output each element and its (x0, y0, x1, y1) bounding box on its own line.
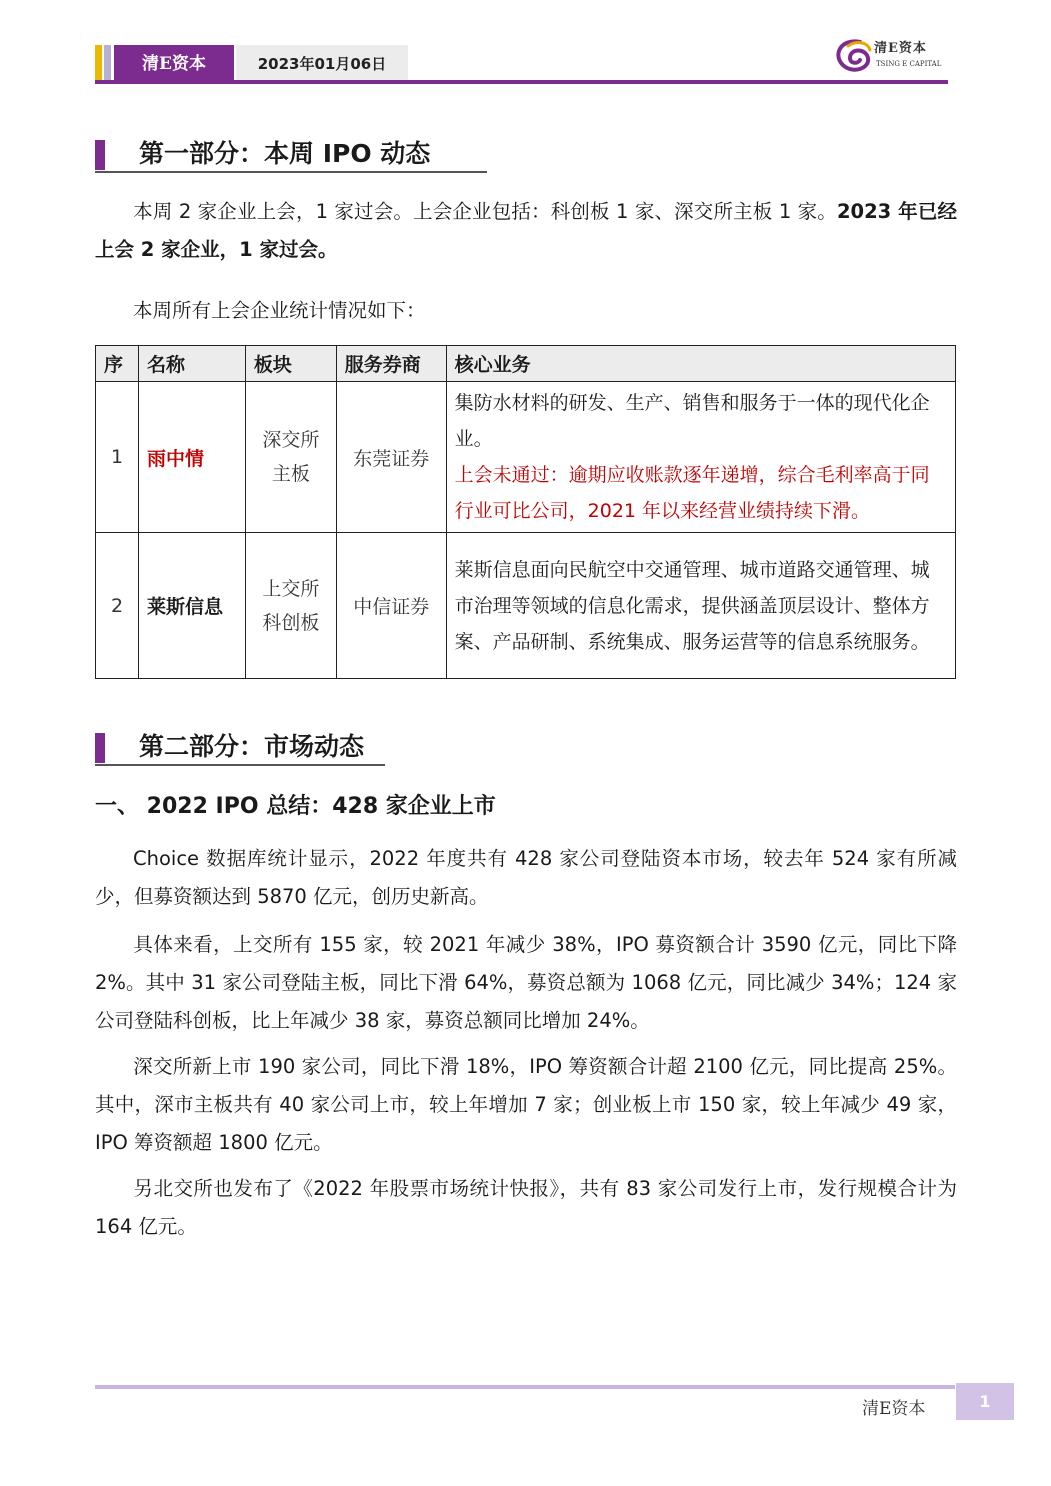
board-line-2: 主板 (271, 463, 310, 485)
core-business: 集防水材料的研发、生产、销售和服务于一体的现代化企业。 (454, 392, 930, 450)
section1-title: 第一部分：本周 IPO 动态 (139, 139, 431, 168)
page-number: 1 (956, 1383, 1014, 1420)
header-brand: 清E资本 (114, 45, 234, 83)
col-header-core: 核心业务 (446, 346, 955, 382)
market-paragraph-2 (95, 926, 957, 1040)
cell-board (245, 382, 336, 533)
board-line-1: 上交所 (262, 577, 320, 600)
section2-title: 第二部分：市场动态 (139, 732, 365, 761)
cell-no: 2 (96, 533, 139, 679)
section-marker (95, 140, 105, 170)
section1-paragraph-2 (95, 292, 957, 330)
header-accent-yellow (95, 45, 102, 83)
table-row (96, 382, 956, 533)
section1-summary: 本周 2 家企业上会，1 家过会。上会企业包括：科创板 1 家、深交所主板 1 家。 (133, 200, 837, 223)
col-header-name: 名称 (138, 346, 245, 382)
logo-text-zh: 清E资本 (874, 41, 927, 56)
cell-name: 莱斯信息 (138, 533, 245, 679)
col-header-board: 板块 (245, 346, 336, 382)
board-line-1: 深交所 (262, 429, 320, 451)
market-paragraph-1 (95, 840, 957, 916)
cell-no: 1 (96, 382, 139, 533)
footer-rule (95, 1385, 955, 1389)
cell-board (245, 533, 336, 679)
paragraph-text: 深交所新上市 190 家公司，同比下滑 18%，IPO 筹资额合计超 2100 亿元，同比提高 25%。其中，深市主板共有 40 家公司上市，较上年增加 7 家；创业板上市 150 家，较上年减少 49 家，IPO 筹资额超 1800 亿元。 (95, 1055, 957, 1154)
table-header-row (96, 346, 956, 382)
market-paragraph-3 (95, 1048, 957, 1162)
logo-text-en: TSING E CAPITAL (876, 60, 942, 68)
section1-paragraph-1 (95, 193, 957, 269)
cell-name: 雨中情 (138, 382, 245, 533)
header-accent-lavender (104, 45, 111, 83)
table-intro: 本周所有上会企业统计情况如下： (133, 299, 426, 322)
cell-broker: 中信证券 (336, 533, 446, 679)
section1-summary-bold: 2023 年已经上会 2 家企业，1 家过会。 (95, 200, 957, 261)
ipo-table (95, 345, 956, 679)
cell-broker: 东莞证券 (336, 382, 446, 533)
paragraph-text: 具体来看，上交所有 155 家，较 2021 年减少 38%，IPO 募资额合计 3590 亿元，同比下降 2%。其中 31 家公司登陆主板，同比下滑 64%，募资总额为 1068 亿元，同比减少 34%；124 家公司登陆科创板，比上年减少 38 家，募资总额同比增加 24%。 (95, 933, 957, 1032)
paragraph-text: 另北交所也发布了《2022 年股票市场统计快报》，共有 83 家公司发行上市，发行规模合计为 164 亿元。 (95, 1177, 957, 1238)
paragraph-text: Choice 数据库统计显示，2022 年度共有 428 家公司登陆资本市场，较去年 524 家有所减少，但募资额达到 5870 亿元，创历史新高。 (95, 847, 957, 908)
cell-core: 莱斯信息面向民航空中交通管理、城市道路交通管理、城市治理等领域的信息化需求，提供涵盖顶层设计、整体方案、产品研制、系统集成、服务运营等的信息系统服务。 (446, 533, 955, 679)
subheading-2022-summary: 一、 2022 IPO 总结：428 家企业上市 (95, 794, 496, 819)
market-paragraph-4 (95, 1170, 957, 1246)
col-header-broker: 服务券商 (336, 346, 446, 382)
header-date: 2023年01月06日 (236, 45, 408, 83)
table-row (96, 533, 956, 679)
review-result-note: 上会未通过：逾期应收账款逐年递增，综合毛利率高于同行业可比公司，2021 年以来经营业绩持续下滑。 (454, 464, 930, 522)
section-underline (95, 764, 385, 766)
col-header-no: 序 (96, 346, 139, 382)
header-rule (95, 80, 948, 84)
board-line-2: 科创板 (262, 611, 320, 634)
cell-core (446, 382, 955, 533)
section-underline (95, 171, 487, 173)
section-marker (95, 733, 105, 763)
footer-brand: 清E资本 (862, 1399, 926, 1419)
